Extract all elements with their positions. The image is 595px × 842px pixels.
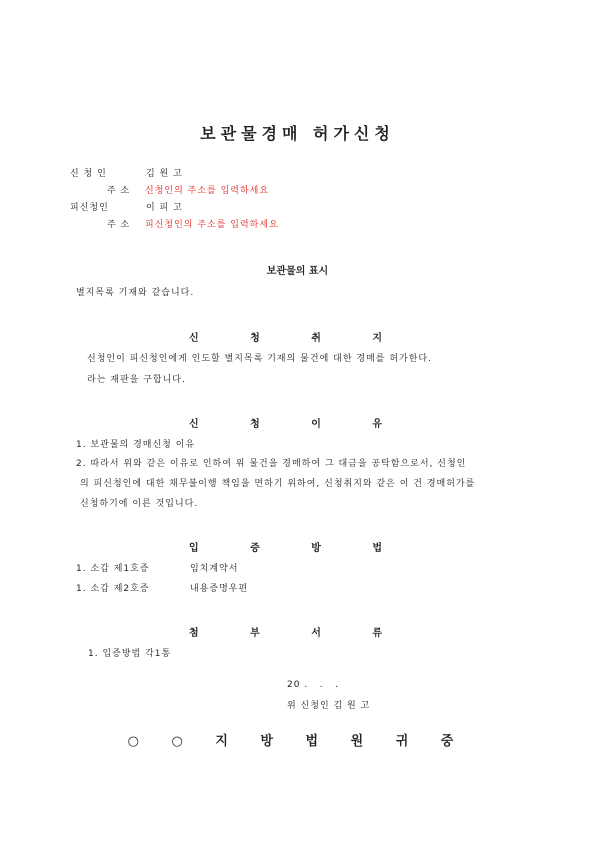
reasons-heading: 신 청 이 유 [188, 419, 407, 430]
evidence-heading: 입 증 방 법 [188, 543, 407, 554]
evidence-item-description: 내용증명우편 [190, 584, 249, 594]
applicant-label: 신 청 인 [70, 169, 107, 179]
reasons-item-2-line-2: 의 피신청인에 대한 채무불이행 책임을 면하기 위하여, 신청취지와 같은 이 건 경매허가를 [80, 479, 476, 489]
purpose-line-2: 라는 재판을 구합니다. [87, 375, 186, 385]
respondent-label: 피신청인 [70, 203, 109, 213]
property-heading: 보관물의 표시 [266, 266, 329, 277]
attachments-heading: 첨 부 서 류 [188, 628, 407, 639]
reasons-item-2-line-1: 2. 따라서 위와 같은 이유로 인하여 위 물건을 경매하여 그 대금을 공탁함으로서, 신청인 [76, 459, 467, 469]
court-addressee: ○ ○ 지 방 법 원 귀 중 [127, 734, 468, 749]
respondent-address-label: 주 소 [107, 220, 131, 230]
applicant-address-field[interactable]: 신청인의 주소를 입력하세요 [145, 186, 270, 196]
applicant-address-label: 주 소 [107, 186, 131, 196]
evidence-item-number: 1. 소갑 제1호증 [76, 564, 150, 574]
filing-date: 20 . . . [287, 680, 340, 690]
applicant-name: 김 원 고 [146, 169, 183, 179]
reasons-item-1: 1. 보관물의 경매신청 이유 [76, 440, 196, 450]
purpose-line-1: 신청인이 피신청인에게 인도할 별지목록 기재의 물건에 대한 경매를 허가한다. [87, 354, 432, 364]
document-title: 보관물경매 허가신청 [200, 124, 395, 143]
evidence-item-description: 임치계약서 [190, 564, 239, 574]
purpose-heading: 신 청 취 지 [188, 333, 407, 344]
property-text: 별지목록 기재와 같습니다. [76, 288, 195, 298]
signature-line: 위 신청인 김 원 고 [287, 701, 371, 711]
attachments-item: 1. 입증방법 각1통 [88, 649, 172, 659]
evidence-item-number: 1. 소갑 제2호증 [76, 584, 150, 594]
respondent-address-field[interactable]: 피신청인의 주소를 입력하세요 [145, 220, 279, 230]
respondent-name: 이 피 고 [146, 203, 183, 213]
reasons-item-2-line-3: 신청하기에 이른 것입니다. [80, 499, 199, 509]
